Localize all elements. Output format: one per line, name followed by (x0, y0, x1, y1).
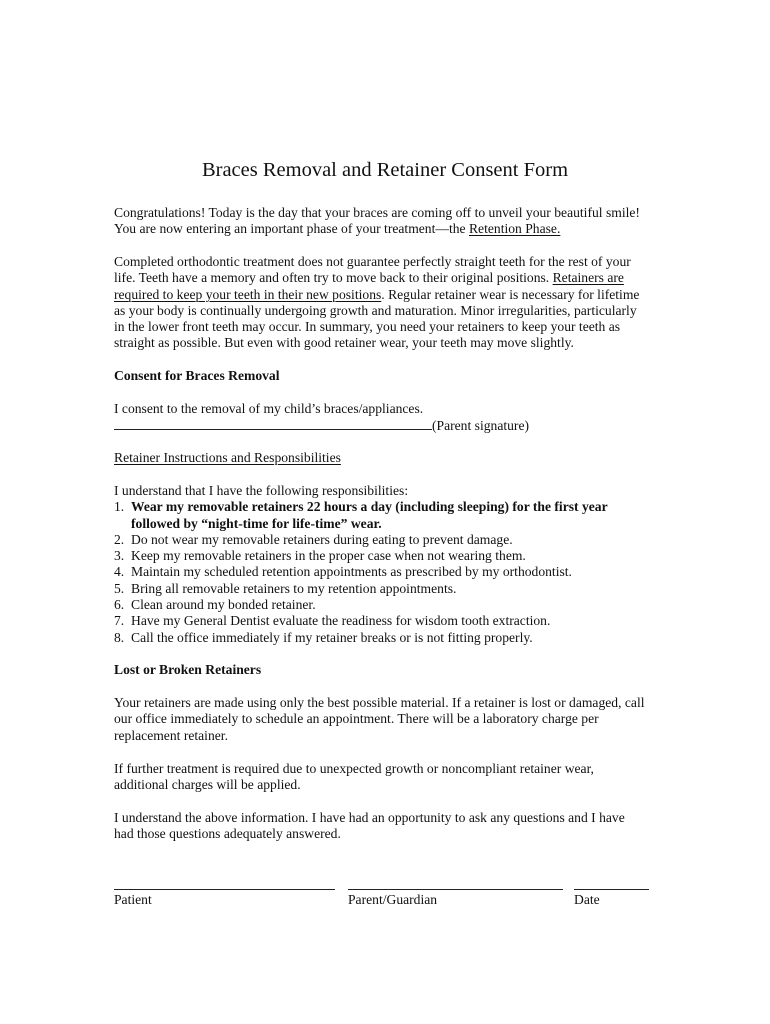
retainers-required-text-a: Retainers are (552, 270, 624, 286)
parent-signature-label: (Parent signature) (432, 418, 530, 434)
parent-signature-field[interactable] (114, 417, 432, 430)
lost-p2-line-1: If further treatment is required due to unexpected growth or noncompliant retainer wear, (114, 761, 594, 776)
list-item (114, 581, 674, 597)
list-item (114, 564, 674, 580)
list-item (114, 548, 674, 564)
instructions-lead: I understand that I have the following responsibilities: (114, 483, 409, 498)
instructions-section (114, 483, 674, 646)
list-item (114, 499, 674, 532)
list-item-number: 6. (114, 597, 125, 613)
treatment-line-6: straight as possible. But even with good retainer wear, your teeth may move slightly. (114, 335, 574, 351)
list-item-text-cont: followed by “night-time for life-time” wear. (131, 515, 382, 531)
treatment-line-3-text: . Regular retainer wear is necessary for lifetime (381, 286, 640, 302)
lost-paragraph-1 (114, 695, 674, 744)
lost-p1-line-1: Your retainers are made using only the best possible material. If a retainer is lost or damaged, call (114, 695, 645, 710)
ack-line-1: I understand the above information. I have had an opportunity to ask any questions and I have (114, 810, 625, 825)
list-item (114, 597, 674, 613)
list-item-number: 7. (114, 613, 125, 629)
guardian-signature-field[interactable] (348, 889, 563, 890)
list-item-text: Bring all removable retainers to my retention appointments. (131, 580, 457, 596)
list-item-text: Maintain my scheduled retention appointments as prescribed by my orthodontist. (131, 564, 572, 580)
patient-signature-field[interactable] (114, 889, 335, 890)
list-item (114, 630, 674, 646)
list-item-number: 2. (114, 531, 125, 547)
lost-p2-line-2: additional charges will be applied. (114, 777, 301, 793)
guardian-label: Parent/Guardian (348, 892, 438, 907)
list-item-number: 1. (114, 499, 125, 515)
list-item-text: Do not wear my removable retainers during eating to prevent damage. (131, 531, 513, 547)
list-item-text: Have my General Dentist evaluate the readiness for wisdom tooth extraction. (131, 613, 551, 629)
list-item (114, 613, 674, 629)
lost-p1-line-2: our office immediately to schedule an appointment. There will be a laboratory charge per (114, 711, 599, 727)
intro-paragraph (114, 205, 674, 238)
list-item-number: 5. (114, 580, 125, 596)
list-item-text: Wear my removable retainers 22 hours a day (including sleeping) for the first year (131, 499, 608, 515)
page-title: Braces Removal and Retainer Consent Form (201, 159, 569, 181)
lost-p1-line-3: replacement retainer. (114, 727, 228, 743)
lost-paragraph-2 (114, 761, 674, 794)
consent-section (114, 401, 674, 435)
treatment-line-1: Completed orthodontic treatment does not guarantee perfectly straight teeth for the rest of your (114, 254, 631, 269)
list-item-text: Clean around my bonded retainer. (131, 597, 316, 613)
treatment-paragraph (114, 254, 674, 352)
intro-line-2 (114, 221, 674, 237)
retention-phase-text: Retention Phase. (468, 221, 561, 237)
treatment-line-4: as your body is continually undergoing growth and maturation. Minor irregularities, particularly (114, 302, 637, 318)
list-item-number: 3. (114, 548, 125, 564)
list-item-text: Keep my removable retainers in the proper case when not wearing them. (131, 548, 526, 564)
treatment-line-2-text: life. Teeth have a memory and often try to move back to their original positions. (114, 270, 553, 286)
patient-label: Patient (114, 892, 152, 907)
acknowledgement-paragraph (114, 810, 674, 843)
retainers-required-text-b: required to keep your teeth in their new positions (114, 286, 382, 302)
consent-statement: I consent to the removal of my child’s braces/appliances. (114, 401, 424, 416)
intro-line-2-text: You are now entering an important phase of your treatment—the (114, 221, 469, 237)
list-item-number: 4. (114, 564, 125, 580)
lost-heading: Lost or Broken Retainers (114, 662, 262, 677)
treatment-line-2 (114, 270, 674, 286)
consent-heading: Consent for Braces Removal (114, 368, 280, 383)
treatment-line-5: in the lower front teeth may occur. In summary, you need your retainers to keep your teeth as (114, 319, 621, 335)
list-item (114, 532, 674, 548)
list-item-text: Call the office immediately if my retainer breaks or is not fitting properly. (131, 629, 533, 645)
date-field[interactable] (574, 889, 649, 890)
date-label: Date (574, 892, 600, 907)
intro-line-1: Congratulations! Today is the day that your braces are coming off to unveil your beautiful smile! (114, 205, 640, 220)
parent-signature-row (114, 417, 674, 434)
treatment-line-3 (114, 287, 674, 303)
list-item-number: 8. (114, 629, 125, 645)
instructions-heading: Retainer Instructions and Responsibilities (114, 450, 341, 465)
ack-line-2: had those questions adequately answered. (114, 826, 341, 842)
